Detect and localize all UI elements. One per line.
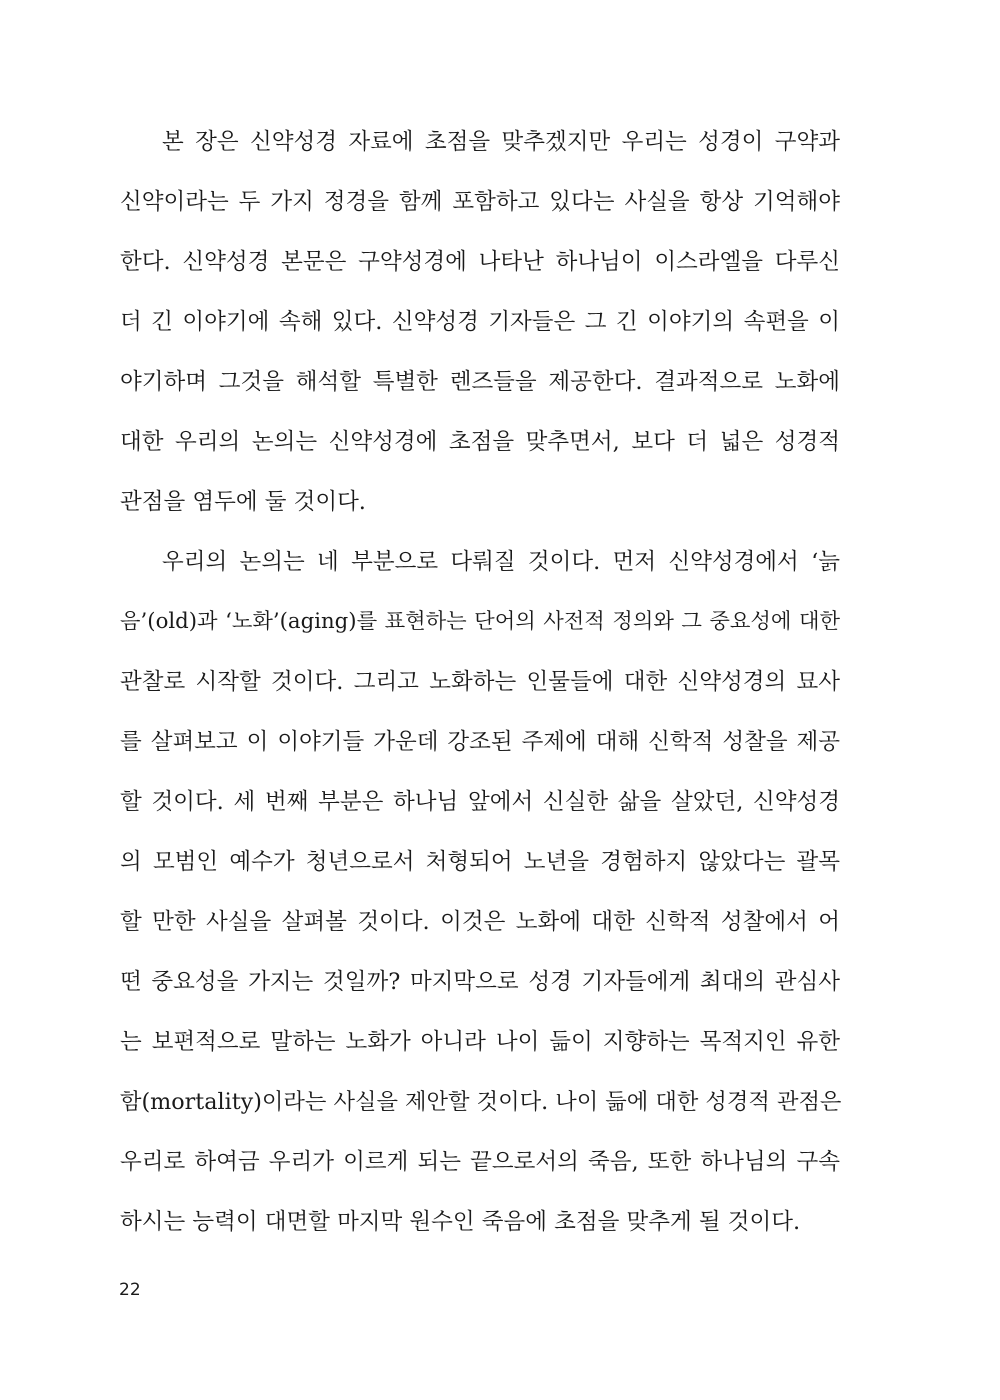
paragraph-2-line-1: 우리의 논의는 네 부분으로 다뤄질 것이다. 먼저 신약성경에서 ‘늙 [162,549,840,575]
paragraph-2-line-12: 하시는 능력이 대면할 마지막 원수인 죽음에 초점을 맞추게 될 것이다. [120,1209,801,1235]
paragraph-2-line-8: 떤 중요성을 가지는 것일까? 마지막으로 성경 기자들에게 최대의 관심사 [120,969,840,995]
paragraph-2-line-2: 음’(old)과 ‘노화’(aging)를 표현하는 단어의 사전적 정의와 그 중요성에 대한 [120,609,840,634]
paragraph-2-line-4: 를 살펴보고 이 이야기들 가운데 강조된 주제에 대해 신학적 성찰을 제공 [120,729,840,755]
paragraph-1-line-7: 관점을 염두에 둘 것이다. [120,489,366,515]
paragraph-2-line-3: 관찰로 시작할 것이다. 그리고 노화하는 인물들에 대한 신약성경의 묘사 [120,669,840,695]
paragraph-2-line-10: 함(mortality)이라는 사실을 제안할 것이다. 나이 듦에 대한 성경적 관점은 [120,1089,842,1115]
paragraph-2-line-6: 의 모범인 예수가 청년으로서 처형되어 노년을 경험하지 않았다는 괄목 [120,849,840,875]
paragraph-2-line-9: 는 보편적으로 말하는 노화가 아니라 나이 듦이 지향하는 목적지인 유한 [120,1029,840,1055]
paragraph-1-line-6: 대한 우리의 논의는 신약성경에 초점을 맞추면서, 보다 더 넓은 성경적 [120,429,840,455]
paragraph-1-line-1: 본 장은 신약성경 자료에 초점을 맞추겠지만 우리는 성경이 구약과 [162,129,840,155]
paragraph-1-line-2: 신약이라는 두 가지 정경을 함께 포함하고 있다는 사실을 항상 기억해야 [120,189,840,215]
paragraph-1-line-5: 야기하며 그것을 해석할 특별한 렌즈들을 제공한다. 결과적으로 노화에 [120,369,840,395]
paragraph-2-line-5: 할 것이다. 세 번째 부분은 하나님 앞에서 신실한 삶을 살았던, 신약성경 [120,789,840,815]
paragraph-2-line-7: 할 만한 사실을 살펴볼 것이다. 이것은 노화에 대한 신학적 성찰에서 어 [120,909,840,935]
page-number: 22 [119,1280,141,1300]
paragraph-1-line-4: 더 긴 이야기에 속해 있다. 신약성경 기자들은 그 긴 이야기의 속편을 이 [120,309,840,335]
paragraph-2-line-11: 우리로 하여금 우리가 이르게 되는 끝으로서의 죽음, 또한 하나님의 구속 [120,1149,840,1175]
paragraph-1-line-3: 한다. 신약성경 본문은 구약성경에 나타난 하나님이 이스라엘을 다루신 [120,249,840,275]
